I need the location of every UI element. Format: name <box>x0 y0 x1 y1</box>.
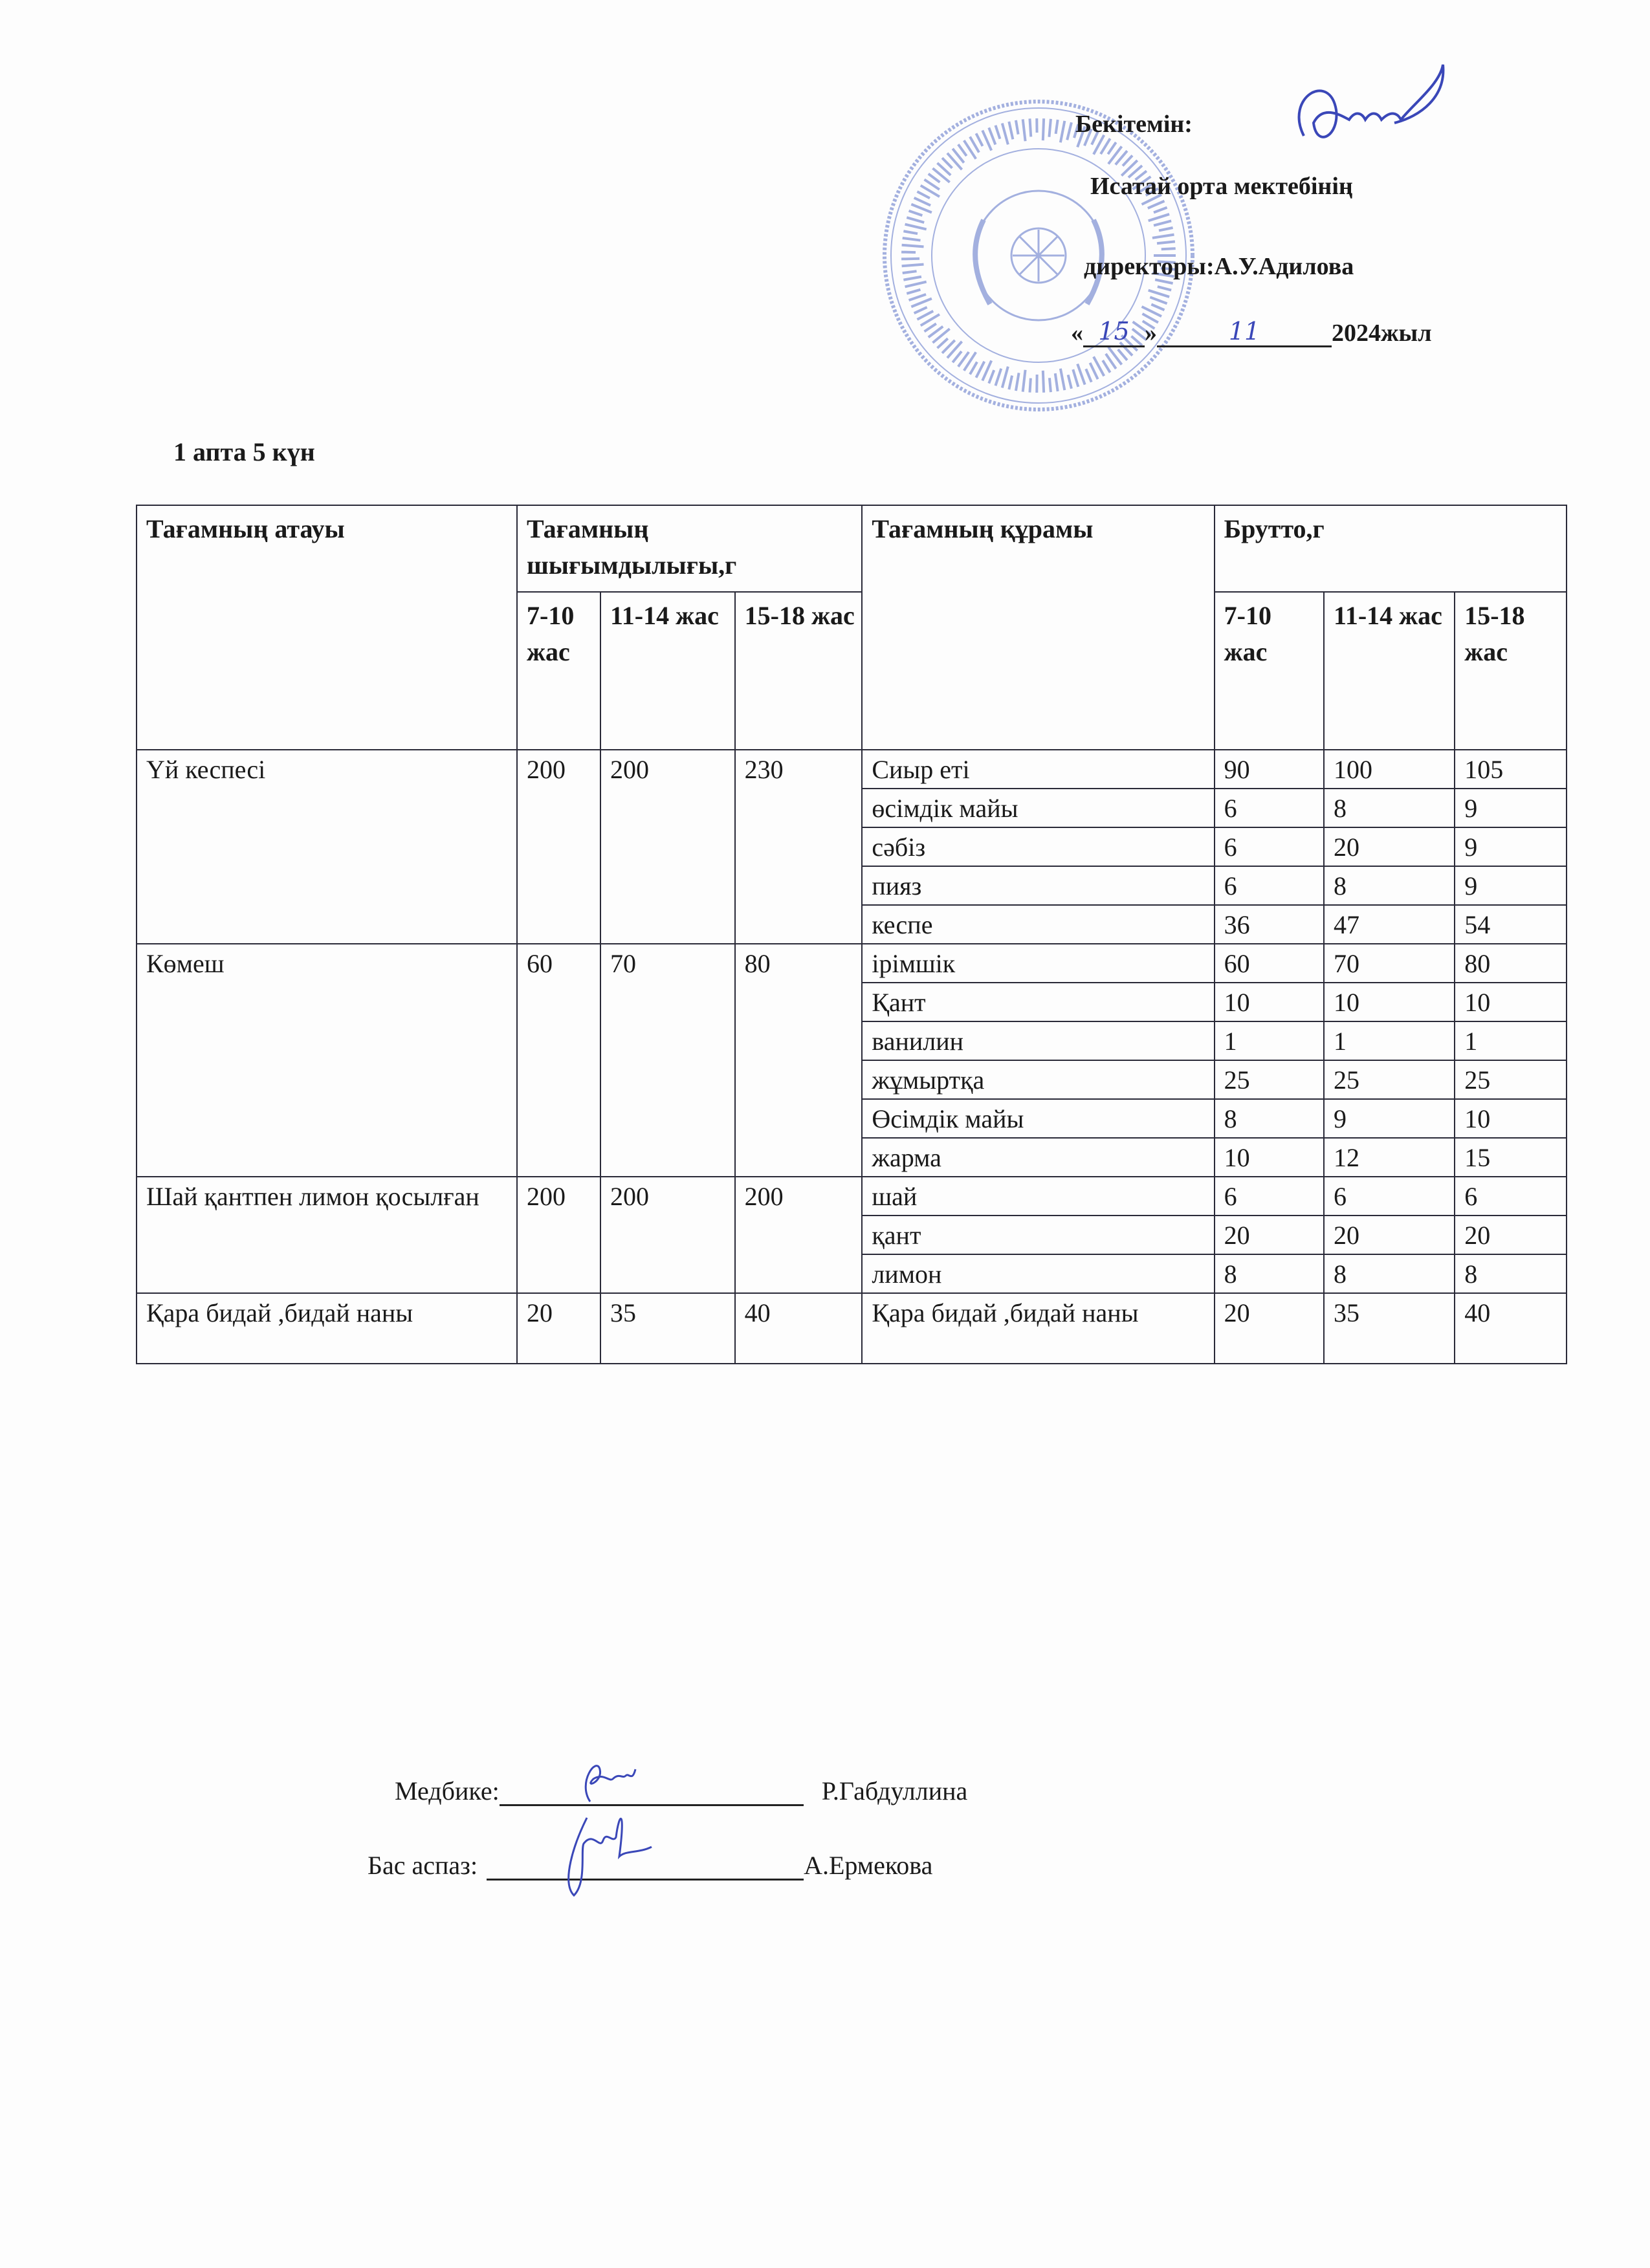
stamp-letter-mark <box>1118 349 1127 360</box>
stamp-letter-mark <box>914 198 930 206</box>
date-month-field <box>1157 318 1332 347</box>
stamp-letter-mark <box>907 217 924 223</box>
dish-yield-value: 70 <box>600 944 735 1177</box>
stamp-letter-mark <box>1049 119 1050 137</box>
ingredient-brutto-value: 25 <box>1215 1060 1324 1099</box>
ingredient-name: қант <box>862 1216 1214 1254</box>
ingredient-brutto-value: 6 <box>1455 1177 1567 1216</box>
stamp-letter-mark <box>1043 371 1044 393</box>
dish-yield-value: 230 <box>735 750 863 944</box>
stamp-letter-mark <box>995 369 1001 386</box>
stamp-letter-mark <box>902 245 924 247</box>
ingredient-name: Қара бидай ,бидай наны <box>862 1293 1214 1364</box>
stamp-letter-mark <box>1108 142 1116 154</box>
stamp-letter-mark <box>905 282 927 287</box>
approval-title: Бекітемін: <box>1075 111 1193 138</box>
ingredient-brutto-value: 8 <box>1324 789 1455 827</box>
dish-yield-value: 200 <box>517 750 600 944</box>
stamp-letter-mark <box>1123 155 1132 166</box>
stamp-letter-mark <box>903 231 918 234</box>
dish-yield-value: 35 <box>600 1293 735 1364</box>
stamp-letter-mark <box>1043 118 1044 140</box>
ingredient-name: лимон <box>862 1254 1214 1293</box>
stamp-letter-mark <box>1056 120 1058 134</box>
ingredient-brutto-value: 10 <box>1455 1099 1567 1138</box>
header-brutto-age-2: 11-14 жас <box>1324 592 1455 750</box>
cook-signature-line <box>368 1850 932 1881</box>
stamp-letter-mark <box>1061 121 1064 142</box>
stamp-letter-mark <box>901 252 916 253</box>
header-brutto: Брутто,г <box>1215 505 1567 592</box>
ingredient-brutto-value: 80 <box>1455 944 1567 983</box>
stamp-letter-mark <box>1158 287 1171 290</box>
ingredient-brutto-value: 20 <box>1215 1293 1324 1364</box>
ingredient-brutto-value: 54 <box>1455 905 1567 944</box>
ingredient-name: пияз <box>862 866 1214 905</box>
ingredient-brutto-value: 8 <box>1324 866 1455 905</box>
ingredient-name: жұмыртқа <box>862 1060 1214 1099</box>
stamp-letter-mark <box>1009 376 1012 389</box>
ingredient-brutto-value: 1 <box>1324 1021 1455 1060</box>
dish-yield-value: 20 <box>517 1293 600 1364</box>
stamp-letter-mark <box>989 370 994 384</box>
stamp-letter-mark <box>952 351 962 362</box>
ingredient-name: кеспе <box>862 905 1214 944</box>
stamp-letter-mark <box>902 265 924 267</box>
stamp-letter-mark <box>903 271 917 273</box>
stamp-letter-mark <box>1009 122 1013 139</box>
stamp-letter-mark <box>1055 373 1058 391</box>
ingredient-brutto-value: 47 <box>1324 905 1455 944</box>
approval-date <box>1071 318 1432 347</box>
stamp-letter-mark <box>1090 363 1098 379</box>
ingredient-name: шай <box>862 1177 1214 1216</box>
ingredient-brutto-value: 36 <box>1215 905 1324 944</box>
stamp-letter-mark <box>1077 364 1084 385</box>
stamp-letter-mark <box>1161 248 1176 249</box>
table-row <box>137 1177 1567 1216</box>
stamp-letter-mark <box>1154 221 1171 225</box>
cook-name: А.Ермекова <box>804 1851 933 1880</box>
stamp-letter-mark <box>1149 290 1169 297</box>
ingredient-brutto-value: 1 <box>1215 1021 1324 1060</box>
ingredient-name: жарма <box>862 1138 1214 1177</box>
header-dish-name: Тағамның атауы <box>137 505 517 750</box>
stamp-letter-mark <box>1023 119 1026 141</box>
header-brutto-age-3: 15-18 жас <box>1455 592 1567 750</box>
stamp-letter-mark <box>942 158 952 168</box>
ingredient-brutto-value: 6 <box>1324 1177 1455 1216</box>
stamp-letter-mark <box>1150 297 1167 303</box>
stamp-letter-mark <box>1148 201 1165 208</box>
stamp-letter-mark <box>995 125 1000 139</box>
ingredient-brutto-value: 9 <box>1455 866 1567 905</box>
stamp-letter-mark <box>1068 375 1072 388</box>
cook-signature-field <box>487 1850 804 1881</box>
header-yield-age-3: 15-18 жас <box>735 592 863 750</box>
ingredient-brutto-value: 9 <box>1324 1099 1455 1138</box>
stamp-letter-mark <box>909 294 926 300</box>
stamp-letter-mark <box>1016 373 1019 391</box>
nurse-signature <box>571 1750 648 1808</box>
ingredient-name: өсімдік майы <box>862 789 1214 827</box>
ingredient-brutto-value: 10 <box>1324 983 1455 1021</box>
stamp-letter-mark <box>1159 228 1173 230</box>
header-composition: Тағамның құрамы <box>862 505 1214 750</box>
date-month: 11 <box>1228 317 1260 345</box>
date-day-field <box>1083 318 1145 347</box>
table-row <box>137 944 1567 983</box>
ingredient-brutto-value: 10 <box>1455 983 1567 1021</box>
dish-name: Көмеш <box>137 944 517 1177</box>
stamp-letter-mark <box>1073 369 1078 387</box>
ingredient-brutto-value: 70 <box>1324 944 1455 983</box>
stamp-letter-mark <box>1103 360 1110 373</box>
stamp-letter-mark <box>925 323 936 331</box>
ingredient-brutto-value: 8 <box>1324 1254 1455 1293</box>
ingredient-brutto-value: 40 <box>1455 1293 1567 1364</box>
ingredient-name: сәбіз <box>862 827 1214 866</box>
stamp-letter-mark <box>929 174 940 182</box>
ingredient-brutto-value: 20 <box>1215 1216 1324 1254</box>
stamp-letter-mark <box>903 238 921 241</box>
date-day: 15 <box>1098 317 1130 345</box>
nurse-signature-field <box>500 1776 804 1806</box>
stamp-letter-mark <box>970 362 977 375</box>
ingredient-brutto-value: 60 <box>1215 944 1324 983</box>
ingredient-brutto-value: 1 <box>1455 1021 1567 1060</box>
dish-name: Шай қантпен лимон қосылған <box>137 1177 517 1293</box>
date-open-quote: « <box>1071 320 1083 347</box>
stamp-letter-mark <box>1151 305 1164 311</box>
ingredient-name: Қант <box>862 983 1214 1021</box>
nurse-name: Р.Габдуллина <box>821 1776 968 1805</box>
dish-name: Қара бидай ,бидай наны <box>137 1293 517 1364</box>
header-yield-age-1: 7-10 жас <box>517 592 600 750</box>
week-day-label: 1 апта 5 күн <box>173 437 315 466</box>
nurse-signature-line <box>395 1776 967 1806</box>
ingredient-brutto-value: 6 <box>1215 866 1324 905</box>
stamp-letter-mark <box>1023 370 1026 392</box>
approval-school: Исатай орта мектебінің <box>1090 173 1353 200</box>
ingredient-brutto-value: 90 <box>1215 750 1324 789</box>
stamp-letter-mark <box>1029 118 1031 136</box>
ingredient-name: Сиыр еті <box>862 750 1214 789</box>
director-signature <box>1278 58 1459 155</box>
dish-yield-value: 80 <box>735 944 863 1177</box>
nurse-label: Медбике: <box>395 1776 500 1805</box>
dish-yield-value: 200 <box>600 1177 735 1293</box>
ingredient-brutto-value: 100 <box>1324 750 1455 789</box>
dish-yield-value: 40 <box>735 1293 863 1364</box>
stamp-letter-mark <box>905 224 927 230</box>
ingredient-brutto-value: 15 <box>1455 1138 1567 1177</box>
ingredient-brutto-value: 10 <box>1215 1138 1324 1177</box>
dish-yield-value: 60 <box>517 944 600 1177</box>
header-yield: Тағамның шығымдылығы,г <box>517 505 862 592</box>
stamp-letter-mark <box>911 299 932 307</box>
ingredient-brutto-value: 8 <box>1215 1254 1324 1293</box>
stamp-letter-mark <box>958 144 967 156</box>
stamp-letter-mark <box>989 127 995 144</box>
stamp-emblem-cross <box>1013 230 1064 281</box>
stamp-letter-mark <box>1157 241 1175 243</box>
ingredient-name: ірімшік <box>862 944 1214 983</box>
stamp-letter-mark <box>938 338 948 348</box>
stamp-letter-mark <box>1154 208 1167 213</box>
approval-director: директоры:А.У.Адилова <box>1084 253 1354 280</box>
cook-label: Бас аспаз: <box>368 1851 478 1880</box>
stamp-letter-mark <box>1016 120 1018 135</box>
stamp-letter-mark <box>1061 369 1064 390</box>
ingredient-brutto-value: 6 <box>1215 1177 1324 1216</box>
ingredient-brutto-value: 8 <box>1215 1099 1324 1138</box>
ingredient-brutto-value: 35 <box>1324 1293 1455 1364</box>
ingredient-brutto-value: 10 <box>1215 983 1324 1021</box>
stamp-letter-mark <box>903 277 921 280</box>
dish-yield-value: 200 <box>735 1177 863 1293</box>
stamp-letter-mark <box>914 307 927 313</box>
ingredient-brutto-value: 12 <box>1324 1138 1455 1177</box>
menu-table <box>136 505 1567 1364</box>
menu-table-body <box>137 750 1567 1364</box>
stamp-letter-mark <box>917 191 929 198</box>
ingredient-name: Өсімдік майы <box>862 1099 1214 1138</box>
date-year: 2024жыл <box>1332 320 1432 347</box>
ingredient-brutto-value: 25 <box>1324 1060 1455 1099</box>
dish-yield-value: 200 <box>517 1177 600 1293</box>
ingredient-brutto-value: 8 <box>1455 1254 1567 1293</box>
table-row <box>137 1293 1567 1364</box>
stamp-letter-mark <box>1050 378 1051 392</box>
ingredient-brutto-value: 9 <box>1455 789 1567 827</box>
date-close-quote: » <box>1145 320 1157 347</box>
ingredient-brutto-value: 9 <box>1455 827 1567 866</box>
ingredient-brutto-value: 25 <box>1455 1060 1567 1099</box>
stamp-letter-mark <box>907 290 920 294</box>
stamp-letter-mark <box>1149 214 1169 221</box>
stamp-letter-mark <box>1152 235 1174 238</box>
stamp-letter-mark <box>1029 378 1030 393</box>
stamp-letter-mark <box>1086 369 1091 382</box>
dish-name: Үй кеспесі <box>137 750 517 944</box>
cook-signature <box>548 1805 658 1902</box>
ingredient-name: ванилин <box>862 1021 1214 1060</box>
stamp-letter-mark <box>1002 124 1008 145</box>
ingredient-brutto-value: 20 <box>1324 1216 1455 1254</box>
ingredient-brutto-value: 20 <box>1324 827 1455 866</box>
ingredient-brutto-value: 6 <box>1215 827 1324 866</box>
dish-yield-value: 200 <box>600 750 735 944</box>
ingredient-brutto-value: 6 <box>1215 789 1324 827</box>
header-brutto-age-1: 7-10 жас <box>1215 592 1324 750</box>
ingredient-brutto-value: 105 <box>1455 750 1567 789</box>
stamp-letter-mark <box>909 211 923 215</box>
table-row <box>137 750 1567 789</box>
ingredient-brutto-value: 20 <box>1455 1216 1567 1254</box>
stamp-letter-mark <box>1002 367 1008 388</box>
stamp-letter-mark <box>976 133 983 146</box>
stamp-letter-mark <box>1067 122 1072 140</box>
header-yield-age-2: 11-14 жас <box>600 592 735 750</box>
